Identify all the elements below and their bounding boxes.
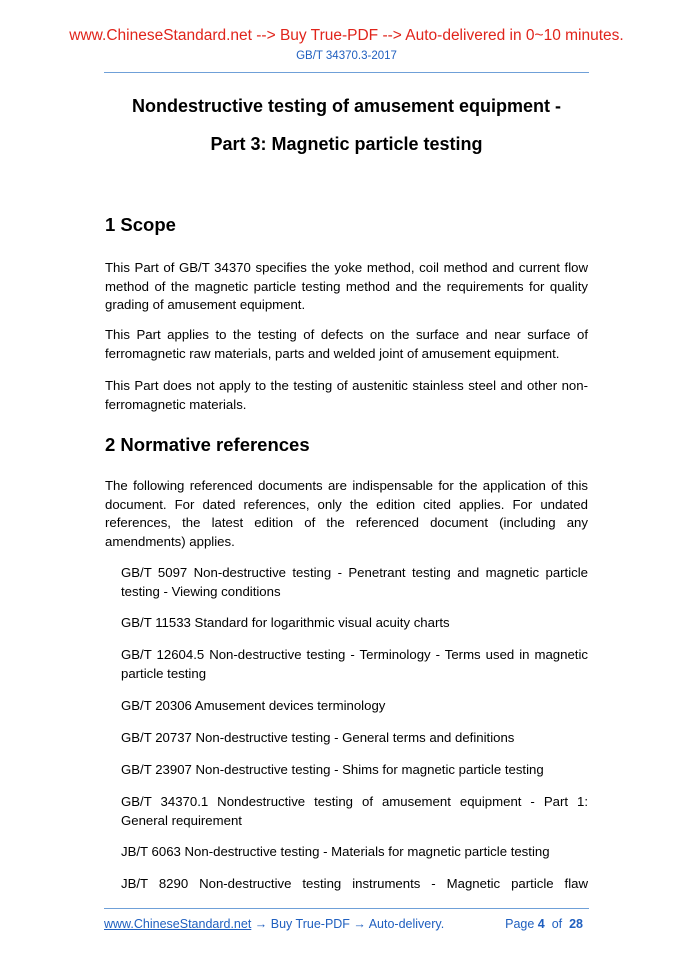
reference-item: GB/T 20737 Non-destructive testing - General terms and definitions bbox=[121, 730, 515, 745]
page-total: 28 bbox=[569, 917, 583, 931]
footer-divider bbox=[104, 908, 589, 909]
reference-item: JB/T 8290 Non-destructive testing instruments - Magnetic particle flaw bbox=[121, 876, 588, 891]
reference-item: JB/T 6063 Non-destructive testing - Materials for magnetic particle testing bbox=[121, 844, 550, 859]
reference-item: GB/T 34370.1 Nondestructive testing of amusement equipment - Part 1: General requirement bbox=[121, 794, 588, 828]
section-heading-scope: 1 Scope bbox=[105, 214, 176, 235]
reference-item: GB/T 11533 Standard for logarithmic visual acuity charts bbox=[121, 615, 450, 630]
header-divider bbox=[104, 72, 589, 73]
reference-item: GB/T 23907 Non-destructive testing - Shims for magnetic particle testing bbox=[121, 762, 544, 777]
page-indicator bbox=[505, 917, 583, 931]
footer-link-text: → Buy True-PDF → Auto-delivery. bbox=[251, 917, 445, 931]
footer-url[interactable]: www.ChineseStandard.net bbox=[104, 917, 252, 931]
page-current: 4 bbox=[537, 917, 545, 931]
footer-store-link[interactable] bbox=[104, 917, 444, 931]
scope-paragraph: This Part of GB/T 34370 specifies the yoke method, coil method and current flow method of the magnetic particle testing method and the requirements for quality grading of amusement equipment. bbox=[105, 260, 588, 312]
standard-code: GB/T 34370.3-2017 bbox=[296, 50, 397, 62]
normative-references-intro: The following referenced documents are indispensable for the application of this document. For dated references, only the edition cited applies. For undated references, the latest edition of the referenced document (including any amendments) applies. bbox=[105, 478, 588, 549]
reference-item: GB/T 5097 Non-destructive testing - Penetrant testing and magnetic particle testing - Viewing conditions bbox=[121, 565, 588, 599]
section-heading-normative-references: 2 Normative references bbox=[105, 434, 310, 455]
document-title-line2: Part 3: Magnetic particle testing bbox=[210, 134, 483, 154]
page-label: Page bbox=[505, 917, 535, 931]
document-title-line1: Nondestructive testing of amusement equipment - bbox=[131, 96, 562, 116]
promo-banner[interactable]: www.ChineseStandard.net --> Buy True-PDF --> Auto-delivered in 0~10 minutes. bbox=[69, 27, 624, 44]
scope-paragraph: This Part applies to the testing of defects on the surface and near surface of ferromagnetic raw materials, parts and welded joint of amusement equipment. bbox=[105, 327, 588, 361]
page-of: of bbox=[551, 917, 563, 931]
reference-item: GB/T 12604.5 Non-destructive testing - Terminology - Terms used in magnetic particle testing bbox=[121, 647, 588, 681]
scope-paragraph: This Part does not apply to the testing of austenitic stainless steel and other non-ferromagnetic materials. bbox=[105, 378, 588, 412]
reference-item: GB/T 20306 Amusement devices terminology bbox=[121, 698, 386, 713]
